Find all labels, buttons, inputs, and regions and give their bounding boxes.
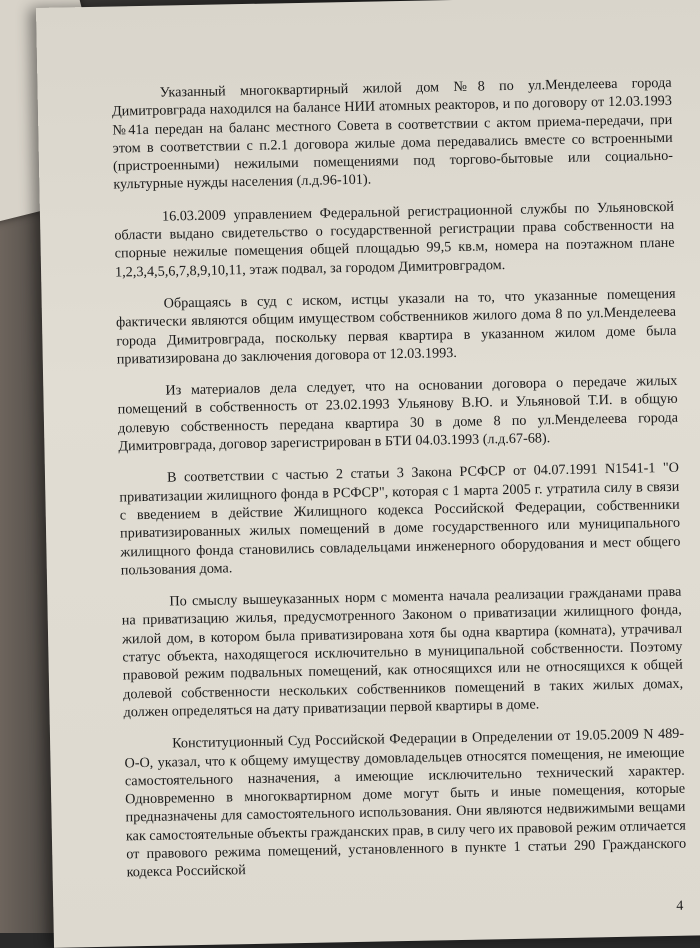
paragraph-1: Указанный многоквартирный жилой дом №8 по ул.Менделеева города Димитровграда находился на балансе НИИ атомных реакторов, и по договору от 12.03.1993 №41а передан на баланс местного Совета в соответствии с актом приема-передачи, при этом в соответствии с п.2.1 договора жилые дома передавались вместе со встроенными (пристроенными) нежилыми помещениями под торгово-бытовые или социально-культурные нужды населения (л.д.96-101). <box>111 74 674 194</box>
paragraph-6: По смыслу вышеуказанных норм с момента начала реализации гражданами права на приватизацию жилья, предусмотренного Законом о приватизации жилищного фонда, жилой дом, в котором была приватизирована хотя бы одна квартира (комната), утрачивал статус объекта, находящегося исключительно в муниципальной собственности. Поэтому правовой режим подвальных помещений, как относящихся или не относящихся к общей долевой собственности нескольких собственников помещений в таких жилых домах, должен определяться на дату приватизации первой квартиры в доме. <box>121 583 684 721</box>
page-number: 4 <box>676 898 684 914</box>
document-page <box>36 0 700 948</box>
paragraph-5: В соответствии с частью 2 статьи 3 Закона РСФСР от 04.07.1991 N1541-1 "О приватизации жилищного фонда в РСФСР", которая с 1 марта 2005 г. утратила силу в связи с введением в действие Жилищного кодекса Российской Федерации, собственники приватизированных жилых помещений в доме государственного или муниципального жилищного фонда становились совладельцами инженерного оборудования и мест общего пользования дома. <box>119 460 681 579</box>
document-body <box>111 74 686 896</box>
paragraph-7: Конституционный Суд Российской Федерации в Определении от 19.05.2009 N 489-О-О, указал, что к общему имуществу домовладельцев относятся помещения, не имеющие самостоятельного назначения, а имеющие исключительно технический характер. Одновременно в многоквартирном доме могут быть и иные помещения, которые предназначены для самостоятельного использования. Они являются недвижимыми вещами как самостоятельные объекты гражданских прав, в силу чего их правовой режим отличается от правового режима помещений, установленного в пункте 1 статьи 290 Гражданского кодекса Российской <box>124 725 687 881</box>
paragraph-2: 16.03.2009 управлением Федеральной регистрационной службы по Ульяновской области выдано свидетельство о государственной регистрации права собственности на спорные нежилые помещения общей площадью 99,5 кв.м, номера на поэтажном плане 1,2,3,4,5,6,7,8,9,10,11, этаж подвал, за городом Димитровградом. <box>114 198 675 281</box>
paragraph-4: Из материалов дела следует, что на основании договора о передаче жилых помещений в собственность от 23.02.1993 Ульянову В.Ю. и Ульяновой Т.И. в общую долевую собственность передана квартира 30 в доме 8 по ул.Менделеева города Димитровграда, договор зарегистрирован в БТИ 04.03.1993 (л.д.67-68). <box>117 372 679 455</box>
paragraph-3: Обращаясь в суд с иском, истцы указали на то, что указанные помещения фактически являются общим имуществом собственников жилого дома 8 по ул.Менделеева города Димитровграда, поскольку первая квартира в указанном жилом доме была приватизирована до заключения договора от 12.03.1993. <box>115 285 677 368</box>
